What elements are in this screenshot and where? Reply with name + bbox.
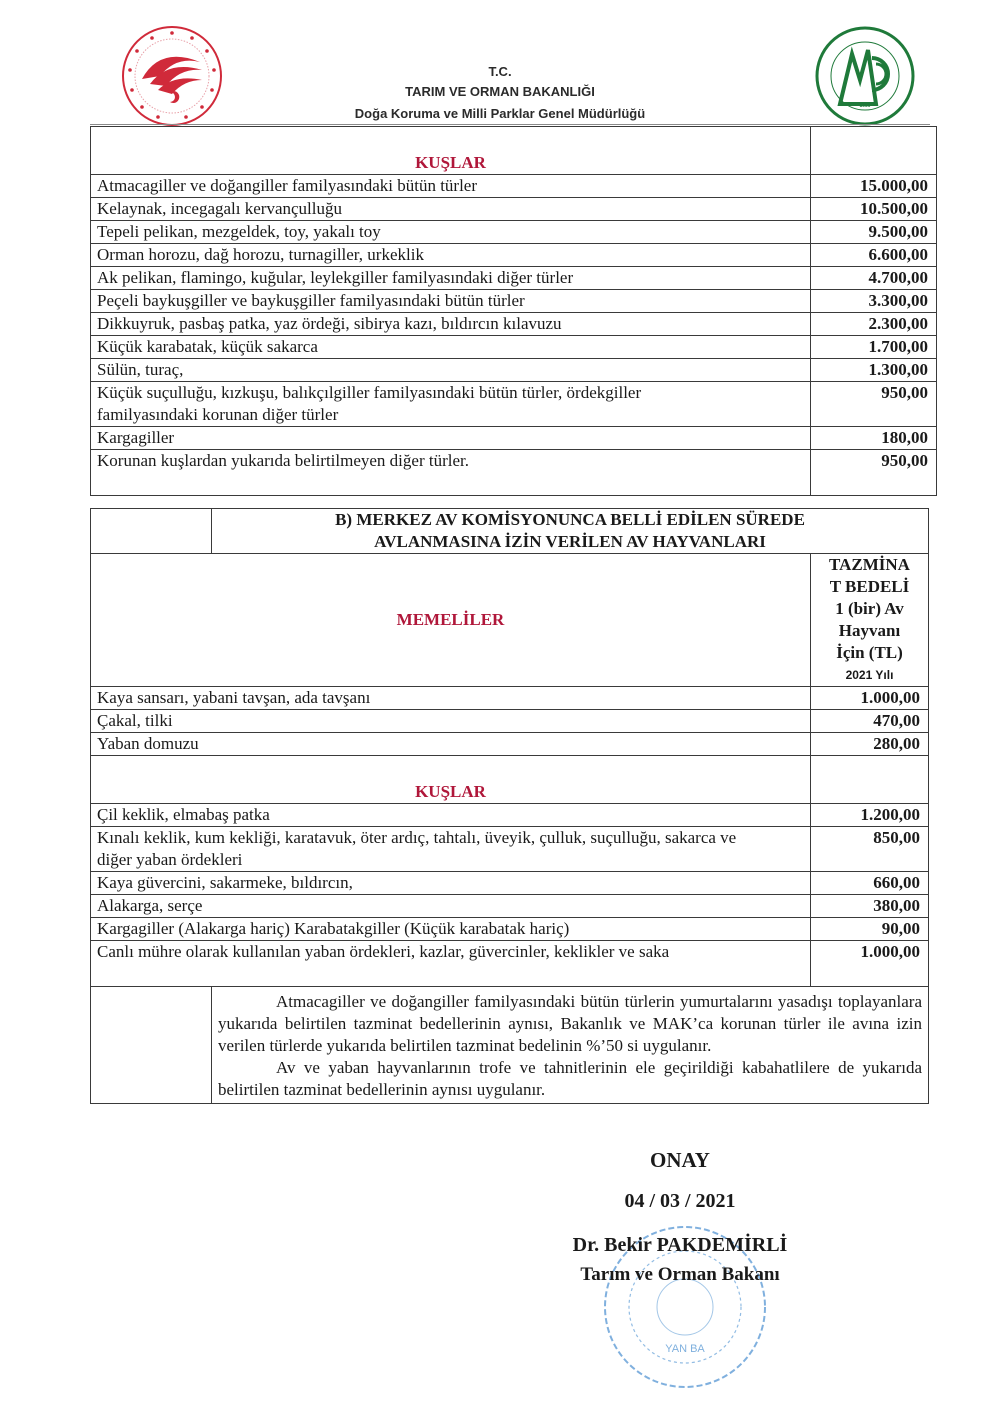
note-paragraph-1: Atmacagiller ve doğangiller familyasındaki bütün türlerin yumurtalarını yasadışı toplayanlara yukarıda belirtilen tazminat bedellerinin aynısı, Bakanlık ve MAK’ca korunan türler ile avına izin verilen türlerde yukarıda belirtilen tazminat bedelinin %’50 si uygulanır. — [218, 992, 922, 1055]
row-name: Kaya güvercini, sakarmeke, bıldırcın, — [91, 872, 811, 895]
section-b-empty-cell — [91, 509, 212, 554]
row-value: 15.000,00 — [811, 175, 937, 198]
notes-cell — [212, 987, 929, 1104]
table-row — [91, 267, 937, 290]
col-header-line: T BEDELİ — [829, 577, 910, 596]
section-b-table — [90, 508, 929, 1104]
section-a-title: KUŞLAR — [91, 127, 811, 175]
section-b-title-line1: B) MERKEZ AV KOMİSYONUNCA BELLİ EDİLEN SÜREDE — [335, 510, 805, 529]
row-value: 1.000,00 — [811, 687, 929, 710]
section-b-title-row — [91, 509, 929, 554]
row-name: Alakarga, serçe — [91, 895, 811, 918]
approval-date: 04 / 03 / 2021 — [624, 1190, 736, 1212]
header-rule — [90, 124, 930, 125]
note-paragraph-2: Av ve yaban hayvanlarının trofe ve tahnitlerinin ele geçirildiği kabahatlilere de yukarıda belirtilen tazminat bedellerinin aynısı uygulanır. — [218, 1058, 922, 1099]
col-header-line: Hayvanı — [838, 621, 901, 640]
table-row — [91, 895, 929, 918]
table-row — [91, 827, 929, 872]
approver-name: Dr. Bekir PAKDEMİRLİ — [572, 1234, 788, 1256]
approval-label: ONAY — [650, 1148, 710, 1172]
row-value: 1.700,00 — [811, 336, 937, 359]
row-name: Tepeli pelikan, mezgeldek, toy, yakalı toy — [91, 221, 811, 244]
row-value: 850,00 — [811, 827, 929, 872]
row-name: Küçük suçulluğu, kızkuşu, balıkçılgiller familyasındaki bütün türler, ördekgiller familyasındaki korunan diğer türler — [91, 382, 811, 427]
table-row — [91, 918, 929, 941]
row-name: Kaya sansarı, yabani tavşan, ada tavşanı — [91, 687, 811, 710]
row-name: Kınalı keklik, kum kekliği, karatavuk, öter ardıç, tahtalı, üveyik, çulluk, suçulluğu, sakarca ve diğer yaban ördekleri — [91, 827, 811, 872]
row-value: 470,00 — [811, 710, 929, 733]
row-name: Peçeli baykuşgiller ve baykuşgiller familyasındaki bütün türler — [91, 290, 811, 313]
svg-text:1950: 1950 — [859, 103, 871, 109]
row-name: Atmacagiller ve doğangiller familyasındaki bütün türler — [91, 175, 811, 198]
svg-text:YAN BA: YAN BA — [665, 1343, 705, 1355]
notes-empty-cell — [91, 987, 212, 1104]
row-value: 1.000,00 — [811, 941, 929, 987]
table-row — [91, 175, 937, 198]
table-row — [91, 244, 937, 267]
row-name: Yaban domuzu — [91, 733, 811, 756]
row-name: Canlı mühre olarak kullanılan yaban ördekleri, kazlar, güvercinler, keklikler ve saka — [91, 941, 811, 987]
row-name: Çil keklik, elmabaş patka — [91, 804, 811, 827]
col-header-line: 1 (bir) Av — [835, 599, 904, 618]
section-a-table — [90, 126, 937, 496]
row-value: 1.300,00 — [811, 359, 937, 382]
row-name: Çakal, tilki — [91, 710, 811, 733]
birds-title: KUŞLAR — [91, 756, 811, 804]
row-name: Kelaynak, incegagalı kervançulluğu — [91, 198, 811, 221]
national-parks-logo-icon — [810, 24, 920, 128]
row-name: Kargagiller (Alakarga hariç) Karabatakgiller (Küçük karabatak hariç) — [91, 918, 811, 941]
row-name: Sülün, turaç, — [91, 359, 811, 382]
mammals-title: MEMELİLER — [91, 554, 811, 687]
row-value: 4.700,00 — [811, 267, 937, 290]
row-value: 660,00 — [811, 872, 929, 895]
approver-title: Tarım ve Orman Bakanı — [580, 1264, 780, 1285]
table-row — [91, 313, 937, 336]
table-row — [91, 290, 937, 313]
col-header-year: 2021 Yılı — [845, 668, 894, 682]
table-row — [91, 336, 937, 359]
table-row — [91, 872, 929, 895]
birds-header-row — [91, 756, 929, 804]
mammals-header-row — [91, 554, 929, 687]
table-row — [91, 359, 937, 382]
row-value: 3.300,00 — [811, 290, 937, 313]
row-value: 950,00 — [811, 450, 937, 496]
ministry-seal-icon — [120, 24, 224, 128]
row-value: 90,00 — [811, 918, 929, 941]
row-value: 380,00 — [811, 895, 929, 918]
row-name: Dikkuyruk, pasbaş patka, yaz ördeği, sibirya kazı, bıldırcın kılavuzu — [91, 313, 811, 336]
row-value: 1.200,00 — [811, 804, 929, 827]
section-b-title-line2: AVLANMASINA İZİN VERİLEN AV HAYVANLARI — [374, 532, 766, 551]
row-value: 10.500,00 — [811, 198, 937, 221]
table-row — [91, 450, 937, 496]
table-row — [91, 427, 937, 450]
row-value: 6.600,00 — [811, 244, 937, 267]
table-row — [91, 198, 937, 221]
compensation-column-header — [811, 554, 929, 687]
table-row — [91, 221, 937, 244]
header-tc: T.C. — [488, 64, 512, 79]
row-name: Küçük karabatak, küçük sakarca — [91, 336, 811, 359]
row-value: 2.300,00 — [811, 313, 937, 336]
table-row — [91, 687, 929, 710]
section-a-empty-cell — [811, 127, 937, 175]
row-name: Kargagiller — [91, 427, 811, 450]
row-value: 280,00 — [811, 733, 929, 756]
table-row — [91, 382, 937, 427]
col-header-line: İçin (TL) — [836, 643, 903, 662]
col-header-line: TAZMİNA — [829, 555, 910, 574]
section-b-title — [212, 509, 929, 554]
table-row — [91, 941, 929, 987]
birds-empty-cell — [811, 756, 929, 804]
table-row — [91, 804, 929, 827]
header-directorate: Doğa Koruma ve Milli Parklar Genel Müdürlüğü — [354, 106, 646, 121]
section-a-header-row — [91, 127, 937, 175]
row-name: Orman horozu, dağ horozu, turnagiller, urkeklik — [91, 244, 811, 267]
row-value: 180,00 — [811, 427, 937, 450]
row-value: 9.500,00 — [811, 221, 937, 244]
header-ministry: TARIM VE ORMAN BAKANLIĞI — [405, 84, 595, 99]
notes-row — [91, 987, 929, 1104]
table-row — [91, 733, 929, 756]
row-name: Ak pelikan, flamingo, kuğular, leylekgiller familyasındaki diğer türler — [91, 267, 811, 290]
row-value: 950,00 — [811, 382, 937, 427]
table-row — [91, 710, 929, 733]
row-name: Korunan kuşlardan yukarıda belirtilmeyen diğer türler. — [91, 450, 811, 496]
